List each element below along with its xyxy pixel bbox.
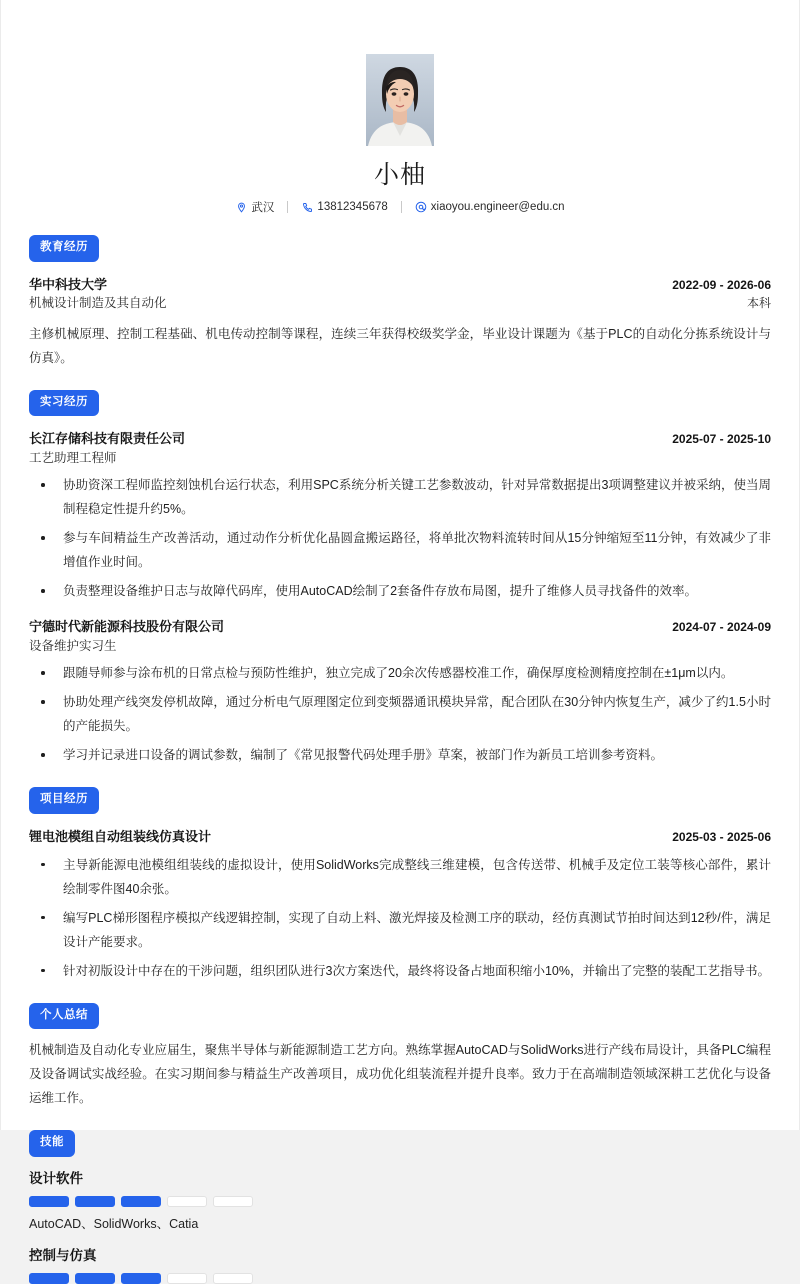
internship-entry-subheader — [29, 449, 771, 467]
skill-bar-filled — [75, 1273, 115, 1284]
internship-date: 2025-07 - 2025-10 — [672, 432, 771, 447]
education-entry-subheader — [29, 294, 771, 312]
section-project — [29, 787, 771, 982]
section-badge-project: 项目经历 — [29, 787, 99, 814]
section-summary — [29, 1003, 771, 1111]
section-badge-skills: 技能 — [29, 1130, 75, 1157]
education-entry-header — [29, 276, 771, 295]
contact-email-text: xiaoyou.engineer@edu.cn — [430, 201, 565, 213]
skill-bar-empty — [213, 1196, 253, 1207]
section-badge-summary: 个人总结 — [29, 1003, 99, 1030]
skill-name: 设计软件 — [29, 1170, 83, 1186]
list-item: 主导新能源电池模组组装线的虚拟设计，使用SolidWorks完成整线三维建模，包含传送带、机械手及定位工装等核心部件，累计绘制零件图40余张。 — [29, 853, 771, 901]
phone-icon — [301, 201, 313, 213]
section-badge-internship: 实习经历 — [29, 390, 99, 417]
contact-bar — [29, 199, 771, 215]
skill-rating-bars — [29, 1273, 771, 1284]
section-internship — [29, 390, 771, 767]
project-entry — [29, 828, 771, 983]
skill-bar-empty — [167, 1196, 207, 1207]
email-at-icon — [415, 201, 427, 213]
education-major: 机械设计制造及其自动化 — [29, 296, 167, 311]
internship-role: 设备维护实习生 — [29, 639, 117, 654]
internship-role: 工艺助理工程师 — [29, 451, 117, 466]
internship-entry — [29, 618, 771, 767]
contact-email — [402, 201, 578, 213]
avatar — [366, 54, 434, 146]
list-item: 参与车间精益生产改善活动，通过动作分析优化晶圆盒搬运路径，将单批次物料流转时间从15分钟缩短至11分钟，有效减少了非增值作业时间。 — [29, 526, 771, 574]
education-entry — [29, 276, 771, 370]
internship-entry-header — [29, 430, 771, 449]
skill-description: AutoCAD、SolidWorks、Catia — [29, 1216, 199, 1231]
skill-bar-filled — [121, 1273, 161, 1284]
section-skills — [29, 1130, 771, 1284]
skill-bar-empty — [213, 1273, 253, 1284]
internship-date: 2024-07 - 2024-09 — [672, 620, 771, 635]
skill-rating-bars — [29, 1196, 771, 1207]
education-date: 2022-09 - 2026-06 — [672, 277, 771, 292]
list-item: 跟随导师参与涂布机的日常点检与预防性维护，独立完成了20余次传感器校准工作，确保厚度检测精度控制在±1μm以内。 — [29, 661, 771, 685]
list-item: 编写PLC梯形图程序模拟产线逻辑控制，实现了自动上料、激光焊接及检测工序的联动，经仿真测试节拍时间达到12秒/件，满足设计产能要求。 — [29, 906, 771, 954]
skill-bar-filled — [29, 1273, 69, 1284]
contact-location-text: 武汉 — [251, 202, 275, 214]
contact-phone-text: 13812345678 — [317, 201, 388, 213]
skill-bar-filled — [75, 1196, 115, 1207]
list-item: 协助处理产线突发停机故障，通过分析电气原理图定位到变频器通讯模块异常，配合团队在30分钟内恢复生产，减少了约1.5小时的产能损失。 — [29, 690, 771, 738]
contact-location — [222, 199, 287, 215]
education-degree: 本科 — [746, 296, 771, 311]
internship-entry-subheader — [29, 637, 771, 655]
skill-group-control-simulation — [29, 1246, 771, 1284]
project-title: 锂电池模组自动组装线仿真设计 — [29, 828, 212, 844]
skill-bar-filled — [29, 1196, 69, 1207]
contact-phone — [288, 201, 400, 213]
list-item: 协助资深工程师监控刻蚀机台运行状态，利用SPC系统分析关键工艺参数波动，针对异常数据提出3项调整建议并被采纳，使当周制程稳定性提升约5%。 — [29, 473, 771, 521]
skill-bar-empty — [167, 1273, 207, 1284]
education-description: 主修机械原理、控制工程基础、机电传动控制等课程，连续三年获得校级奖学金，毕业设计课题为《基于PLC的自动化分拣系统设计与仿真》。 — [29, 326, 771, 365]
list-item: 针对初版设计中存在的干涉问题，组织团队进行3次方案迭代，最终将设备占地面积缩小10%，并输出了完整的装配工艺指导书。 — [29, 959, 771, 983]
list-item: 负责整理设备维护日志与故障代码库，使用AutoCAD绘制了2套备件存放布局图，提升了维修人员寻找备件的效率。 — [29, 579, 771, 603]
location-pin-icon — [235, 201, 247, 213]
project-bullets — [29, 853, 771, 983]
internship-entry — [29, 430, 771, 603]
project-date: 2025-03 - 2025-06 — [672, 829, 771, 844]
project-entry-header — [29, 828, 771, 847]
skill-name: 控制与仿真 — [29, 1247, 97, 1263]
internship-bullets — [29, 473, 771, 603]
internship-entry-header — [29, 618, 771, 637]
skill-bar-filled — [121, 1196, 161, 1207]
education-school: 华中科技大学 — [29, 276, 108, 292]
list-item: 学习并记录进口设备的调试参数，编制了《常见报警代码处理手册》草案，被部门作为新员工培训参考资料。 — [29, 743, 771, 767]
resume-header — [29, 0, 771, 215]
internship-bullets — [29, 661, 771, 767]
section-education — [29, 235, 771, 370]
internship-company: 长江存储科技有限责任公司 — [29, 431, 186, 447]
summary-text: 机械制造及自动化专业应届生，聚焦半导体与新能源制造工艺方向。熟练掌握AutoCAD与SolidWorks进行产线布局设计，具备PLC编程及设备调试实战经验。在实习期间参与精益生产改善项目，成功优化组装流程并提升良率。致力于在高端制造领域深耕工艺优化与设备运维工作。 — [29, 1043, 771, 1106]
section-badge-education: 教育经历 — [29, 235, 99, 262]
internship-company: 宁德时代新能源科技股份有限公司 — [29, 619, 225, 635]
page-title: 小柚 — [373, 161, 426, 189]
skill-group-design-software — [29, 1169, 771, 1234]
